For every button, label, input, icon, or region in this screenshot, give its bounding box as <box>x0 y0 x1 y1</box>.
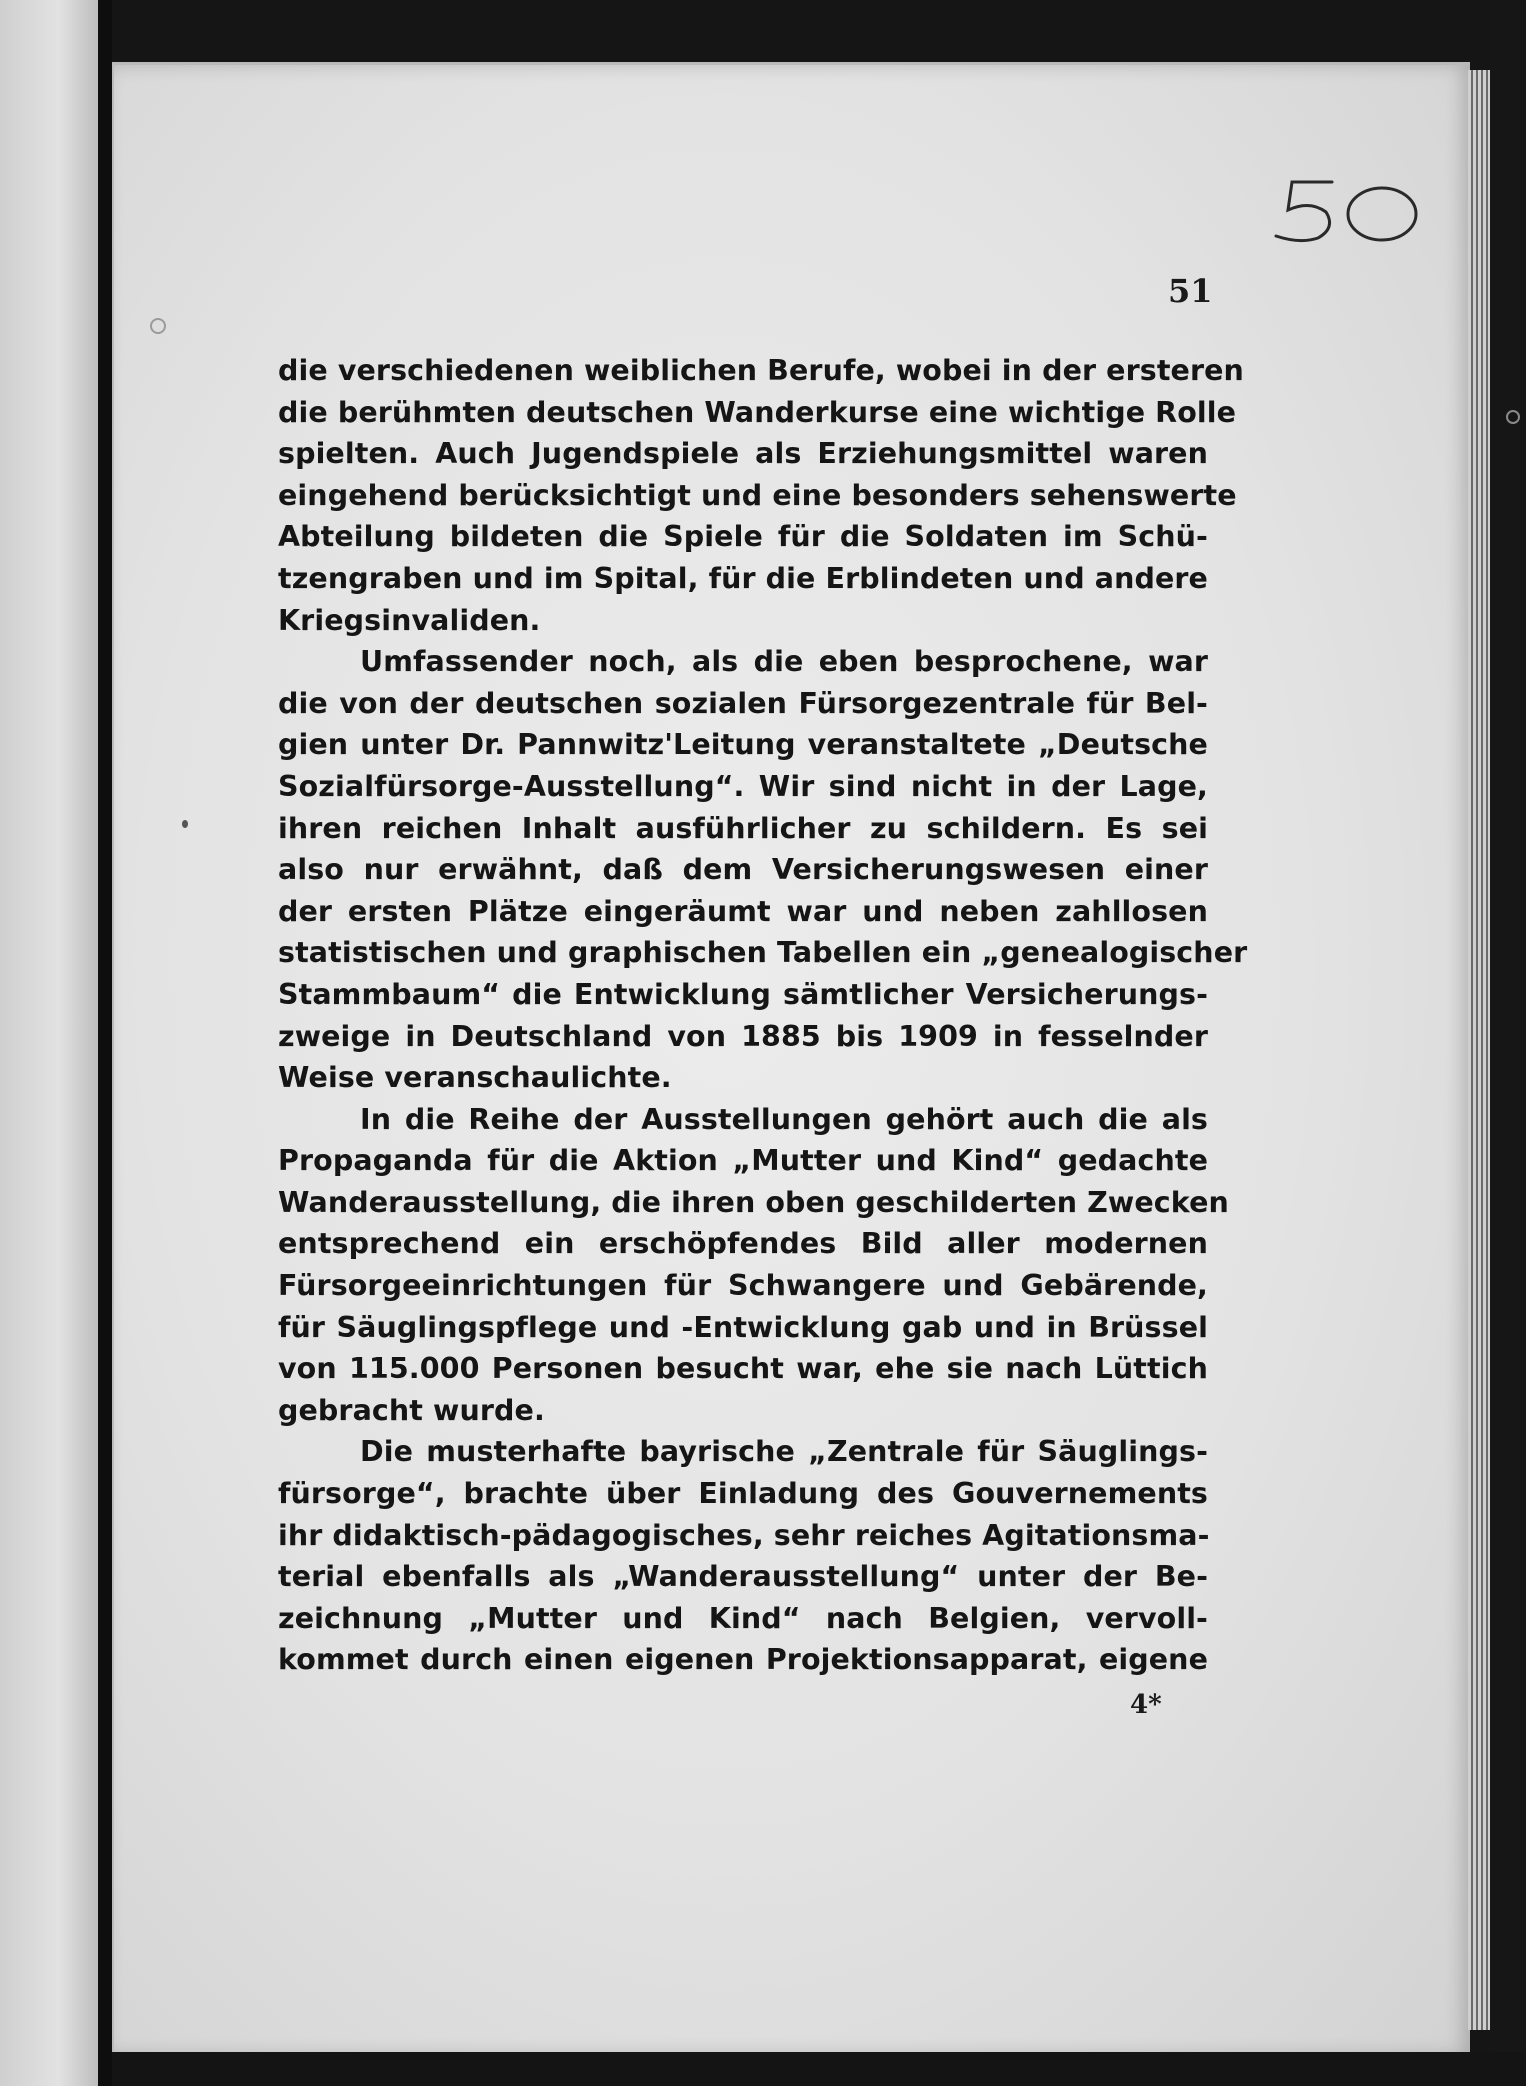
text-line: Abteilung bildeten die Spiele für die Soldaten im Schü- <box>278 520 1208 554</box>
paper-speck <box>1506 410 1520 424</box>
text-line: von 115.000 Personen besucht war, ehe sie nach Lüttich <box>278 1352 1208 1386</box>
text-line: gebracht wurde. <box>278 1393 545 1427</box>
book-gutter <box>98 0 112 2086</box>
page-number: 51 <box>1168 272 1213 310</box>
text-line: Umfassender noch, als die eben besprochene, war <box>360 645 1208 679</box>
text-line: Stammbaum“ die Entwicklung sämtlicher Versicherungs- <box>278 977 1208 1011</box>
text-line: spielten. Auch Jugendspiele als Erziehungsmittel waren <box>278 437 1208 471</box>
signature-mark: 4* <box>1130 1690 1162 1720</box>
text-line: Weise veranschaulichte. <box>278 1061 672 1095</box>
text-line: In die Reihe der Ausstellungen gehört auch die als <box>360 1102 1208 1136</box>
text-line: statistischen und graphischen Tabellen ein „genealogischer <box>278 936 1248 970</box>
body-text <box>278 350 1248 1681</box>
text-line: der ersten Plätze eingeräumt war und neben zahllosen <box>278 894 1208 928</box>
text-line: fürsorge“, brachte über Einladung des Gouvernements <box>278 1477 1208 1511</box>
text-line: gien unter Dr. Pannwitz'Leitung veranstaltete „Deutsche <box>278 728 1208 762</box>
text-line: die von der deutschen sozialen Fürsorgezentrale für Bel- <box>278 686 1208 720</box>
text-line: terial ebenfalls als „Wanderausstellung“ unter der Be- <box>278 1560 1208 1594</box>
bottom-background <box>112 2052 1526 2086</box>
text-line: also nur erwähnt, daß dem Versicherungswesen einer <box>278 853 1208 887</box>
text-line: Kriegsinvaliden. <box>278 603 541 637</box>
text-line: ihren reichen Inhalt ausführlicher zu schildern. Es sei <box>278 811 1208 845</box>
text-line: zeichnung „Mutter und Kind“ nach Belgien, vervoll- <box>278 1601 1208 1635</box>
left-adjacent-page <box>0 0 98 2086</box>
text-line: entsprechend ein erschöpfendes Bild aller modernen <box>278 1227 1208 1261</box>
text-line: Wanderausstellung, die ihren oben geschilderten Zwecken <box>278 1185 1229 1219</box>
right-background <box>1490 0 1526 2086</box>
text-line: Fürsorgeeinrichtungen für Schwangere und Gebärende, <box>278 1269 1208 1303</box>
page-edge-stack <box>1468 70 1490 2030</box>
text-line: Propaganda für die Aktion „Mutter und Kind“ gedachte <box>278 1144 1208 1178</box>
paper-speck <box>182 820 188 828</box>
paper-speck <box>150 318 166 334</box>
text-line: kommet durch einen eigenen Projektionsapparat, eigene <box>278 1643 1208 1677</box>
text-line: die verschiedenen weiblichen Berufe, wobei in der ersteren <box>278 354 1244 387</box>
text-line: für Säuglingspflege und -Entwicklung gab und in Brüssel <box>278 1310 1208 1344</box>
text-line: eingehend berücksichtigt und eine besonders sehenswerte <box>278 478 1237 512</box>
text-line: Sozialfürsorge-Ausstellung“. Wir sind nicht in der Lage, <box>278 769 1208 803</box>
text-line: zweige in Deutschland von 1885 bis 1909 in fesselnder <box>278 1019 1208 1053</box>
text-line: Die musterhafte bayrische „Zentrale für Säuglings- <box>360 1435 1208 1469</box>
text-line: die berühmten deutschen Wanderkurse eine wichtige Rolle <box>278 395 1237 429</box>
text-line: ihr didaktisch-pädagogisches, sehr reiches Agitationsma- <box>278 1518 1210 1552</box>
handwritten-archive-number <box>1270 170 1430 250</box>
text-line: tzengraben und im Spital, für die Erblindeten und andere <box>278 561 1208 595</box>
